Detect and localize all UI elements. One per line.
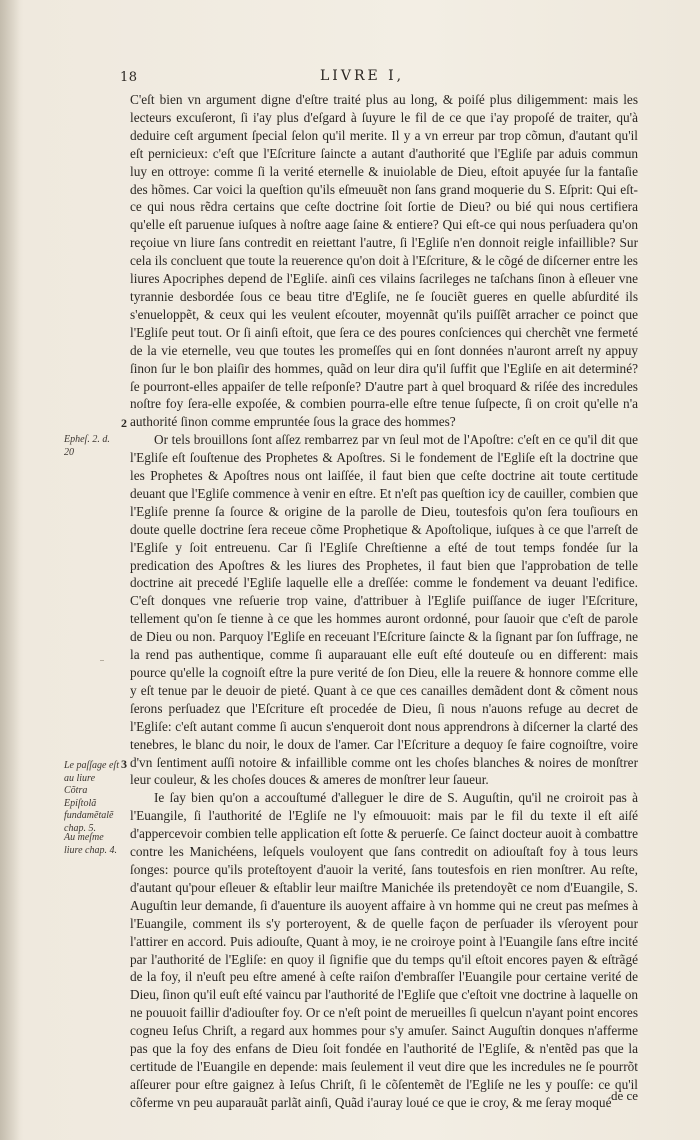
gutter-shadow xyxy=(0,0,20,1140)
catchword: de ce xyxy=(610,1088,638,1103)
margin-note-augustine-source: Le paſſage eſt au liure Cõtra Epiſtolã fundamẽtalẽ chap. 5. xyxy=(64,760,119,834)
main-text-block xyxy=(130,91,638,1112)
paragraph-number-3: 3 xyxy=(121,757,127,771)
paragraph-number-2: 2 xyxy=(121,416,127,430)
margin-mark xyxy=(100,660,104,661)
margin-note-same-book: Au meſme liure chap. 4. xyxy=(64,832,117,856)
page-number: 18 xyxy=(120,70,138,85)
running-head: LIVRE I, xyxy=(320,68,405,84)
margin-note-ephesians: Epheſ. 2. d. 20 xyxy=(64,434,110,458)
paragraph-2: Or tels brouillons ſont aſſez rembarrez par vn ſeul mot de l'Apoſtre: c'eſt en ce qu'il dit que l'Egliſe eſt ſouſtenue des Prophetes & Apoſtres. Si le fondement de l'Egliſe eſt la doctrine que les Prophetes & Apoſtres nous ont laiſſée, il faut bien que ceſte doctrine ait toute certitude deuant que l'Egliſe commence à venir en eſtre. Et n'eſt pas queſtion icy de cauiller, combien que l'Egliſe prenne ſa ſource & origine de la parolle de Dieu, toutesfois qu'on ſera touſiours en doute quelle doctrine ſera receue cõme Prophetique & Apoſtolique, iuſques à ce que l'arreſt de l'Egliſe y ſoit entreuenu. Car ſi l'Egliſe Chreſtienne a eſté de tout temps fondée ſur la predication des Apoſtres & les liures des Prophetes, il faut bien que l'approbation de telle doctrine ait precedé l'Egliſe laquelle elle a dreſſée: comme le fondement va deuant l'edifice. C'eſt donques vne reſuerie trop vaine, d'attribuer à l'Egliſe puiſſance de iuger l'Eſcriture, tellement qu'on ſe tienne à ce que les hommes auront ordonné, pour ſauoir que c'eſt de parole de Dieu ou non. Parquoy l'Egliſe en receuant l'Eſcriture ſaincte & la ſignant par ſon ſuffrage, ne la rend pas authentique, comme ſi auparauant elle euſt eſté douteuſe ou en different: mais pource qu'elle la cognoiſt eſtre la pure verité de ſon Dieu, elle la reuere & honnore comme elle y eſt tenue par le deuoir de pieté. Quant à ce que ces canailles demãdent dont & cõment nous ſerons perſuadez que l'Eſcriture eſt procedée de Dieu, ſi nous n'auons refuge au decret de l'Egliſe: c'eſt autant comme ſi aucun s'enqueroit dont nous apprendrons à diſcerner la clarté des tenebres, le blanc du noir, le doux de l'amer. Car l'Eſcriture a dequoy ſe faire cognoiſtre, voire d'vn ſentiment auſſi notoire & infaillible comme ont les choſes blanches & noires de monſtrer leur couleur, & les choſes douces & ameres de monſtrer leur ſaueur. xyxy=(130,432,638,788)
paragraph-3: Ie ſay bien qu'on a accouſtumé d'alleguer le dire de S. Auguſtin, qu'il ne croiroit pas à l'Euangile, ſi l'authorité de l'Egliſe ne l'y eſmouuoit: mais par le fil du texte il eſt aiſé d'appercevoir combien telle application eſt ſotte & peruerſe. Ce ſainct docteur auoit à combattre contre les Manichéens, leſquels vouloyent que ſans contredit on adiouſtaſt foy à tous leurs ſonges: pource qu'ils proteſtoyent d'auoir la verité, ſans toutesfois en rien monſtrer. Au reſte, d'autant qu'pour eſleuer & eſtablir leur maiſtre Manichée ils pretendoyẽt ce nom d'Euangile, S. Auguſtin leur demande, ſi d'auenture ils auoyent affaire à vn homme qui ne creut pas meſmes à l'Euangile, comment ils s'y porteroyent, & de quelle façon de perſuader ils vſeroyent pour l'attirer en accord. Puis adiouſte, Quant à moy, ie ne croiroye point à l'Euangile ſans eſtre incité par l'authorité de l'Egliſe: en quoy il ſignifie que du temps qu'il eſtoit encores payen & eſtrãgé de la foy, il n'euſt peu eſtre amené à ceſte raiſon d'embraſſer l'Euangile pour certaine verité de Dieu, ſinon qu'il euſt eſté vaincu par l'authorité de l'Egliſe que c'eſtoit vne doctrine à laquelle on ne pouuoit faillir d'adiouſter foy. Or ce n'eſt point de merueilles ſi quelcun n'ayant point encores cogneu Ieſus Chriſt, a regard aux hommes pour s'y amuſer. Sainct Auguſtin donques n'afferme pas que la foy des enfans de Dieu ſoit fondée en l'authorité de l'Egliſe, & n'entẽd pas que la certitude de l'Euangile en depende: mais ſeulement il veut dire que les incredules ne ſe pourrõt aſſeurer pour eſtre gaignez à Ieſus Chriſt, ſi le cõſentemẽt de l'Egliſe ne les y pouſſe: ce qu'il cõferme vn peu auparauãt parlãt ainſi, Quãd i'auray loué ce que ie croy, & me ſeray moqué xyxy=(130,790,638,1110)
paragraph-1: C'eſt bien vn argument digne d'eſtre traité plus au long, & poiſé plus diligemment: mais les lecteurs excuſeront, ſi i'ay plus d'eſgard à ſuyure le fil de ce que i'ay propoſé de traiter, qu'à deduire ceſt argument ſpecial ſelon qu'il merite. Il y a vn erreur par trop cõmun, d'autant qu'il eſt pernicieux: c'eſt que l'Eſcriture ſaincte a autant d'authorité que l'Egliſe par aduis commun luy en ottroye: comme ſi la verité eternelle & inuiolable de Dieu, eſtoit apuyée ſur la fantaſie des hõmes. Car voici la queſtion qu'ils eſmeuuẽt non ſans grand moquerie du S. Eſprit: Qui eſt-ce qui nous rẽdra certains que ceſte doctrine ſoit ſortie de Dieu? ou bié qui nous certifiera qu'elle eſt paruenue iuſques à noſtre aage ſaine & entiere? Qui eſt-ce qui nous perſuadera qu'on reçoiue vn liure ſans contredit en reiettant l'autre, ſi l'Egliſe n'en donnoit reigle infaillible? Sur cela ils concluent que toute la reuerence qu'on doit à l'Eſcriture, & le cõgé de diſcerner entre les liures Apocriphes depend de l'Egliſe. ainſi ces vilains ſacrileges ne taſchans ſinon à eſleuer vne tyrannie desbordée ſous ce beau titre d'Egliſe, ne ſe ſouciẽt gueres en quelle abſurdité ils s'enueloppẽt, & ceux qui les veulent eſcouter, moyennãt qu'ils puiſſẽt arracher ce poinct que l'Egliſe peut tout. Or ſi ainſi eſtoit, que ſera ce des poures conſciences qui cherchẽt vne fermeté de la vie eternelle, veu que toutes les promeſſes qui en ſont données n'auront arreſt ny appuy ſinon ſur le bon plaiſir des hommes, quãd on leur dira qu'il ſuffit que l'Egliſe en ait determiné? ſe pourront-elles appaiſer de telle reſponſe? D'autre part à quel broquard & riſée des incredules noſtre foy ſera-elle expoſée, & combien pourra-elle eſtre tenue ſuſpecte, ſi on croit qu'elle n'a authorité ſinon comme empruntée ſous la grace des hommes? xyxy=(130,92,638,430)
